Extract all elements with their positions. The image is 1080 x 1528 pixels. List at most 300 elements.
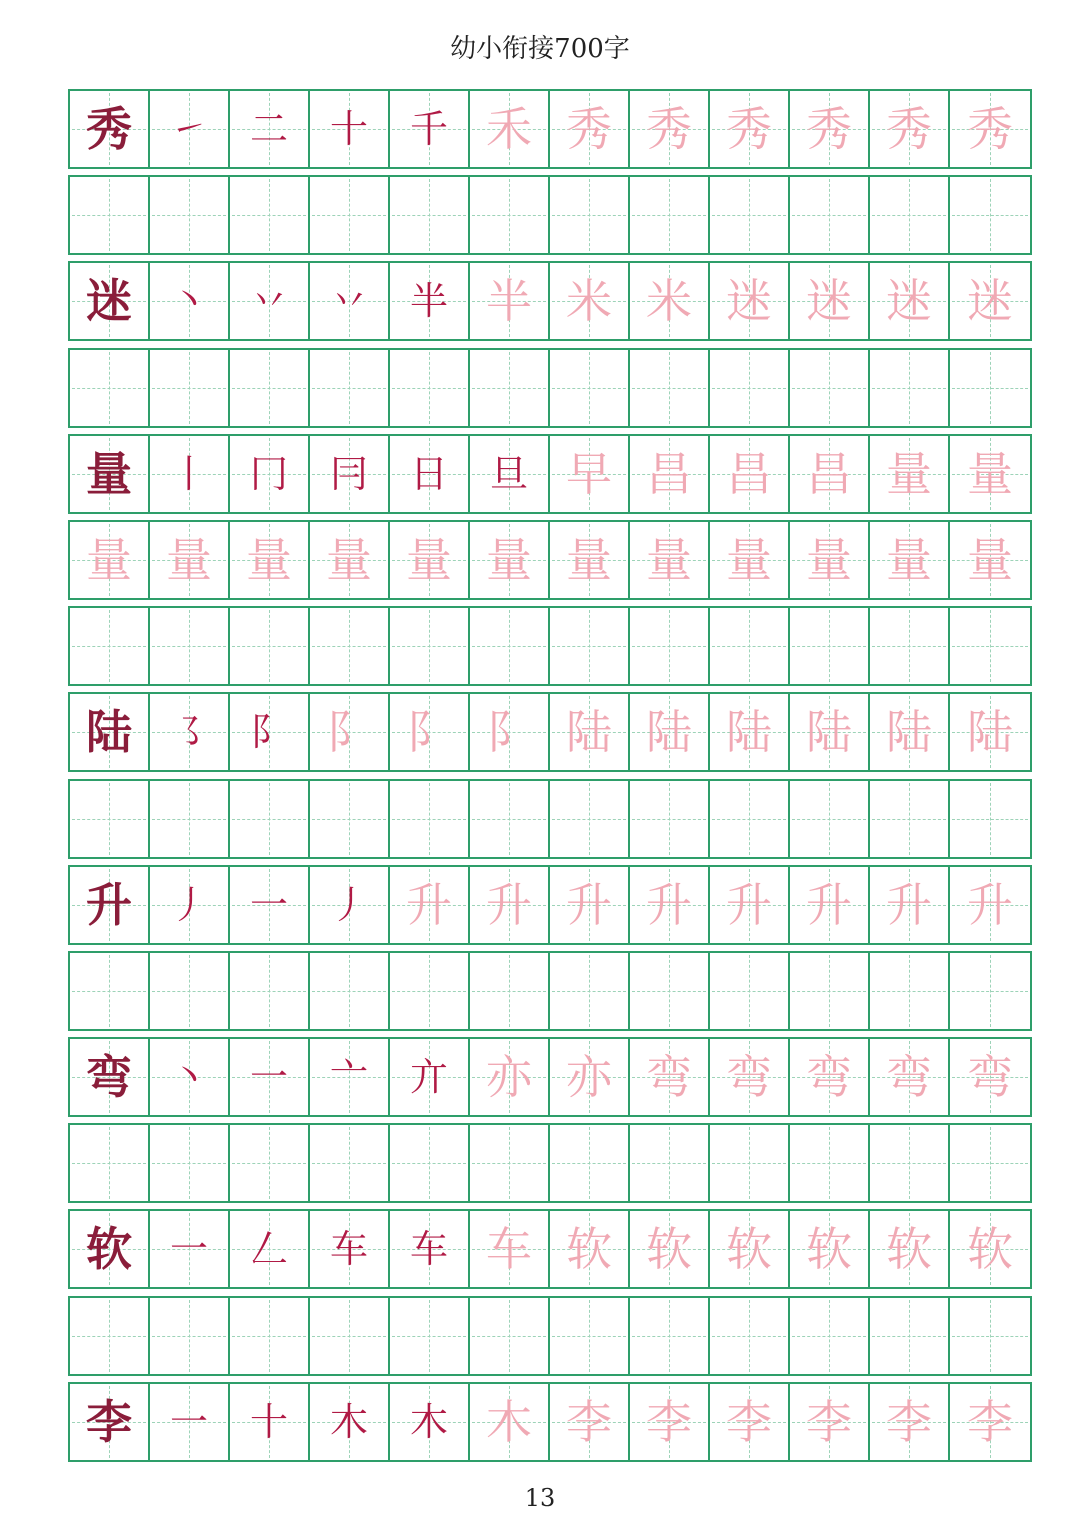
trace-character: 迷 xyxy=(967,274,1013,329)
grid-cell[interactable] xyxy=(950,867,1030,943)
grid-cell[interactable] xyxy=(550,694,630,770)
grid-cell[interactable] xyxy=(470,867,550,943)
grid-cell[interactable] xyxy=(70,1384,150,1460)
grid-cell[interactable] xyxy=(630,350,710,426)
grid-cell[interactable] xyxy=(230,608,310,684)
grid-cell[interactable] xyxy=(470,1211,550,1287)
trace-character: 陆 xyxy=(967,705,1013,760)
trace-character: 弯 xyxy=(967,1050,1013,1105)
model-character: 陆 xyxy=(86,705,132,760)
grid-cell[interactable] xyxy=(390,263,470,339)
grid-cell[interactable] xyxy=(630,177,710,253)
grid-cell[interactable] xyxy=(310,177,390,253)
trace-character: 昌 xyxy=(726,446,772,501)
grid-cell[interactable] xyxy=(310,953,390,1029)
grid-cell[interactable] xyxy=(870,1384,950,1460)
grid-cell[interactable] xyxy=(70,1039,150,1115)
grid-cell[interactable] xyxy=(390,177,470,253)
grid-cell[interactable] xyxy=(310,781,390,857)
grid-cell[interactable] xyxy=(710,1384,790,1460)
trace-character: 亦 xyxy=(486,1050,532,1105)
grid-cell[interactable] xyxy=(230,522,310,598)
grid-cell[interactable] xyxy=(950,522,1030,598)
grid-cell[interactable] xyxy=(950,1298,1030,1374)
grid-cell[interactable] xyxy=(630,608,710,684)
grid-cell[interactable] xyxy=(150,1211,230,1287)
trace-character: 量 xyxy=(326,532,372,587)
model-character: 量 xyxy=(86,446,132,501)
grid-cell[interactable] xyxy=(150,177,230,253)
trace-character: 弯 xyxy=(646,1050,692,1105)
grid-cell[interactable] xyxy=(470,1125,550,1201)
grid-cell[interactable] xyxy=(550,1125,630,1201)
grid-cell[interactable] xyxy=(390,1384,470,1460)
stroke-order-row xyxy=(68,1037,1032,1117)
stroke-step-glyph: ㇀ xyxy=(169,107,208,151)
grid-cell[interactable] xyxy=(630,781,710,857)
grid-cell[interactable] xyxy=(710,1039,790,1115)
grid-cell[interactable] xyxy=(630,867,710,943)
grid-cell[interactable] xyxy=(950,436,1030,512)
grid-cell[interactable] xyxy=(630,1039,710,1115)
stroke-step-glyph: 二 xyxy=(249,107,288,151)
grid-cell[interactable] xyxy=(630,1211,710,1287)
grid-cell[interactable] xyxy=(870,436,950,512)
grid-cell[interactable] xyxy=(70,436,150,512)
grid-cell[interactable] xyxy=(230,953,310,1029)
grid-cell[interactable] xyxy=(550,177,630,253)
trace-character: 半 xyxy=(486,274,532,329)
page-number: 13 xyxy=(524,1484,556,1512)
stroke-step-glyph: 一 xyxy=(249,882,288,927)
grid-cell[interactable] xyxy=(390,608,470,684)
trace-character: 陆 xyxy=(806,705,852,760)
trace-character: 秀 xyxy=(886,102,932,156)
grid-cell[interactable] xyxy=(710,436,790,512)
grid-cell[interactable] xyxy=(70,91,150,167)
grid-cell[interactable] xyxy=(230,350,310,426)
grid-cell[interactable] xyxy=(70,867,150,943)
grid-cell[interactable] xyxy=(790,1298,870,1374)
grid-cell[interactable] xyxy=(550,436,630,512)
grid-cell[interactable] xyxy=(390,1125,470,1201)
trace-character: 陆 xyxy=(886,705,932,760)
blank-practice-row xyxy=(68,951,1032,1031)
grid-cell[interactable] xyxy=(550,350,630,426)
trace-character: 量 xyxy=(86,532,132,587)
grid-cell[interactable] xyxy=(710,522,790,598)
grid-cell[interactable] xyxy=(150,781,230,857)
blank-practice-row xyxy=(68,1123,1032,1203)
trace-character: 亦 xyxy=(566,1050,612,1105)
grid-cell[interactable] xyxy=(950,694,1030,770)
stroke-step-glyph: 冂 xyxy=(249,451,288,496)
grid-cell[interactable] xyxy=(710,1125,790,1201)
grid-cell[interactable] xyxy=(550,1298,630,1374)
stroke-order-row xyxy=(68,865,1032,945)
trace-character: 量 xyxy=(886,532,932,587)
trace-character: 早 xyxy=(566,446,612,501)
grid-cell[interactable] xyxy=(310,608,390,684)
stroke-step-glyph: 丿 xyxy=(329,882,368,927)
grid-cell[interactable] xyxy=(790,263,870,339)
grid-cell[interactable] xyxy=(230,781,310,857)
grid-cell[interactable] xyxy=(790,694,870,770)
grid-cell[interactable] xyxy=(310,1039,390,1115)
grid-cell[interactable] xyxy=(70,522,150,598)
grid-cell[interactable] xyxy=(230,91,310,167)
grid-cell[interactable] xyxy=(390,91,470,167)
trace-row xyxy=(68,520,1032,600)
grid-cell[interactable] xyxy=(230,263,310,339)
grid-cell[interactable] xyxy=(630,953,710,1029)
grid-cell[interactable] xyxy=(70,608,150,684)
grid-cell[interactable] xyxy=(390,350,470,426)
trace-character: 李 xyxy=(726,1394,772,1449)
grid-cell[interactable] xyxy=(870,694,950,770)
trace-character: 量 xyxy=(967,532,1013,587)
grid-cell[interactable] xyxy=(550,1384,630,1460)
grid-cell[interactable] xyxy=(150,694,230,770)
grid-cell[interactable] xyxy=(550,608,630,684)
grid-cell[interactable] xyxy=(790,91,870,167)
practice-grid xyxy=(68,89,1032,1468)
grid-cell[interactable] xyxy=(310,1125,390,1201)
trace-character: 升 xyxy=(566,877,612,932)
stroke-step-glyph: ㇌ xyxy=(169,710,208,755)
grid-cell[interactable] xyxy=(150,1039,230,1115)
trace-character: 软 xyxy=(566,1222,612,1277)
grid-cell[interactable] xyxy=(710,608,790,684)
grid-cell[interactable] xyxy=(70,1298,150,1374)
trace-character: 量 xyxy=(406,532,452,587)
grid-cell[interactable] xyxy=(790,608,870,684)
trace-character: 秀 xyxy=(566,102,612,156)
blank-practice-row xyxy=(68,348,1032,428)
grid-cell[interactable] xyxy=(950,1039,1030,1115)
grid-cell[interactable] xyxy=(870,1211,950,1287)
grid-cell[interactable] xyxy=(870,1125,950,1201)
grid-cell[interactable] xyxy=(550,781,630,857)
grid-cell[interactable] xyxy=(310,694,390,770)
grid-cell[interactable] xyxy=(870,953,950,1029)
trace-character: 量 xyxy=(166,532,212,587)
trace-character: 陆 xyxy=(566,705,612,760)
grid-cell[interactable] xyxy=(230,694,310,770)
grid-cell[interactable] xyxy=(390,781,470,857)
grid-cell[interactable] xyxy=(550,953,630,1029)
stroke-step-glyph: 日 xyxy=(409,451,448,496)
stroke-step-glyph: 丷 xyxy=(329,279,368,324)
trace-character: 量 xyxy=(726,532,772,587)
grid-cell[interactable] xyxy=(950,91,1030,167)
grid-cell[interactable] xyxy=(710,867,790,943)
stroke-step-glyph: 车 xyxy=(409,1227,448,1272)
grid-cell[interactable] xyxy=(870,781,950,857)
grid-cell[interactable] xyxy=(950,781,1030,857)
grid-cell[interactable] xyxy=(870,263,950,339)
stroke-step-glyph: 半 xyxy=(409,279,448,324)
blank-practice-row xyxy=(68,1296,1032,1376)
grid-cell[interactable] xyxy=(310,436,390,512)
grid-cell[interactable] xyxy=(470,694,550,770)
grid-cell[interactable] xyxy=(630,263,710,339)
grid-cell[interactable] xyxy=(390,694,470,770)
grid-cell[interactable] xyxy=(710,1211,790,1287)
grid-cell[interactable] xyxy=(870,1039,950,1115)
grid-cell[interactable] xyxy=(790,867,870,943)
grid-cell[interactable] xyxy=(390,522,470,598)
trace-character: 软 xyxy=(967,1222,1013,1277)
grid-cell[interactable] xyxy=(470,436,550,512)
grid-cell[interactable] xyxy=(230,1125,310,1201)
trace-character: 车 xyxy=(486,1222,532,1277)
grid-cell[interactable] xyxy=(790,1211,870,1287)
grid-cell[interactable] xyxy=(710,350,790,426)
trace-character: 量 xyxy=(886,446,932,501)
trace-character: 木 xyxy=(486,1394,532,1449)
grid-cell[interactable] xyxy=(390,1039,470,1115)
grid-cell[interactable] xyxy=(150,1384,230,1460)
grid-cell[interactable] xyxy=(470,263,550,339)
grid-cell[interactable] xyxy=(630,1384,710,1460)
trace-character: 陆 xyxy=(726,705,772,760)
stroke-step-glyph: 十 xyxy=(249,1399,288,1444)
stroke-step-glyph: 丶 xyxy=(169,279,208,324)
model-character: 秀 xyxy=(86,102,132,156)
grid-cell[interactable] xyxy=(470,522,550,598)
grid-cell[interactable] xyxy=(150,522,230,598)
grid-cell[interactable] xyxy=(870,608,950,684)
grid-cell[interactable] xyxy=(710,263,790,339)
trace-character: 弯 xyxy=(886,1050,932,1105)
stroke-step-glyph: 千 xyxy=(409,107,448,151)
grid-cell[interactable] xyxy=(310,867,390,943)
trace-character: 秀 xyxy=(806,102,852,156)
trace-character: 迷 xyxy=(886,274,932,329)
trace-character: 弯 xyxy=(806,1050,852,1105)
grid-cell[interactable] xyxy=(390,1298,470,1374)
model-character: 升 xyxy=(86,877,132,932)
grid-cell[interactable] xyxy=(70,781,150,857)
grid-cell[interactable] xyxy=(70,1211,150,1287)
grid-cell[interactable] xyxy=(870,350,950,426)
grid-cell[interactable] xyxy=(870,522,950,598)
grid-cell[interactable] xyxy=(470,177,550,253)
trace-character: 升 xyxy=(486,877,532,932)
grid-cell[interactable] xyxy=(230,1384,310,1460)
stroke-step-glyph: 丶 xyxy=(169,1055,208,1100)
stroke-order-row xyxy=(68,261,1032,341)
trace-character: 软 xyxy=(806,1222,852,1277)
trace-character: 升 xyxy=(726,877,772,932)
page-title: 幼小衔接700字 xyxy=(450,34,630,64)
grid-cell[interactable] xyxy=(150,608,230,684)
grid-cell[interactable] xyxy=(310,522,390,598)
grid-cell[interactable] xyxy=(950,1384,1030,1460)
grid-cell[interactable] xyxy=(630,1298,710,1374)
grid-cell[interactable] xyxy=(150,1298,230,1374)
stroke-step-glyph: 丨 xyxy=(169,451,208,496)
stroke-order-row xyxy=(68,1382,1032,1462)
stroke-step-glyph: 木 xyxy=(329,1399,368,1444)
blank-practice-row xyxy=(68,175,1032,255)
grid-cell[interactable] xyxy=(710,781,790,857)
trace-character: 李 xyxy=(967,1394,1013,1449)
grid-cell[interactable] xyxy=(230,1298,310,1374)
grid-cell[interactable] xyxy=(230,177,310,253)
grid-cell[interactable] xyxy=(950,350,1030,426)
trace-character: 李 xyxy=(646,1394,692,1449)
blank-practice-row xyxy=(68,779,1032,859)
grid-cell[interactable] xyxy=(710,694,790,770)
stroke-order-row xyxy=(68,692,1032,772)
grid-cell[interactable] xyxy=(230,1211,310,1287)
grid-cell[interactable] xyxy=(630,694,710,770)
grid-cell[interactable] xyxy=(630,522,710,598)
model-character: 迷 xyxy=(86,274,132,329)
trace-character: 阝 xyxy=(326,705,372,760)
grid-cell[interactable] xyxy=(150,1125,230,1201)
grid-cell[interactable] xyxy=(790,177,870,253)
grid-cell[interactable] xyxy=(470,1384,550,1460)
grid-cell[interactable] xyxy=(70,263,150,339)
trace-character: 李 xyxy=(806,1394,852,1449)
stroke-step-glyph: 十 xyxy=(329,107,368,151)
trace-character: 升 xyxy=(406,877,452,932)
grid-cell[interactable] xyxy=(870,177,950,253)
grid-cell[interactable] xyxy=(630,1125,710,1201)
grid-cell[interactable] xyxy=(390,867,470,943)
grid-cell[interactable] xyxy=(470,1039,550,1115)
grid-cell[interactable] xyxy=(950,608,1030,684)
grid-cell[interactable] xyxy=(230,867,310,943)
grid-cell[interactable] xyxy=(310,1384,390,1460)
grid-cell[interactable] xyxy=(630,91,710,167)
grid-cell[interactable] xyxy=(950,1125,1030,1201)
trace-character: 升 xyxy=(886,877,932,932)
stroke-step-glyph: 丿 xyxy=(169,882,208,927)
grid-cell[interactable] xyxy=(870,1298,950,1374)
stroke-step-glyph: 𠃋 xyxy=(249,1227,288,1272)
grid-cell[interactable] xyxy=(790,953,870,1029)
trace-character: 软 xyxy=(886,1222,932,1277)
grid-cell[interactable] xyxy=(470,1298,550,1374)
stroke-step-glyph: 旦 xyxy=(489,451,528,496)
grid-cell[interactable] xyxy=(470,608,550,684)
model-character: 软 xyxy=(86,1222,132,1277)
grid-cell[interactable] xyxy=(390,436,470,512)
grid-cell[interactable] xyxy=(70,350,150,426)
trace-character: 量 xyxy=(806,532,852,587)
trace-character: 李 xyxy=(566,1394,612,1449)
grid-cell[interactable] xyxy=(470,350,550,426)
grid-cell[interactable] xyxy=(70,953,150,1029)
stroke-order-row xyxy=(68,1209,1032,1289)
grid-cell[interactable] xyxy=(790,781,870,857)
grid-cell[interactable] xyxy=(870,91,950,167)
grid-cell[interactable] xyxy=(470,91,550,167)
grid-cell[interactable] xyxy=(470,953,550,1029)
trace-character: 李 xyxy=(886,1394,932,1449)
grid-cell[interactable] xyxy=(150,953,230,1029)
grid-cell[interactable] xyxy=(950,953,1030,1029)
stroke-step-glyph: 木 xyxy=(409,1399,448,1444)
stroke-step-glyph: 亠 xyxy=(329,1055,368,1100)
grid-cell[interactable] xyxy=(470,781,550,857)
trace-character: 昌 xyxy=(646,446,692,501)
grid-cell[interactable] xyxy=(950,263,1030,339)
grid-cell[interactable] xyxy=(550,91,630,167)
trace-character: 升 xyxy=(806,877,852,932)
trace-character: 量 xyxy=(967,446,1013,501)
trace-character: 秀 xyxy=(646,102,692,156)
grid-cell[interactable] xyxy=(230,1039,310,1115)
grid-cell[interactable] xyxy=(550,1039,630,1115)
grid-cell[interactable] xyxy=(710,953,790,1029)
grid-cell[interactable] xyxy=(150,91,230,167)
grid-cell[interactable] xyxy=(550,522,630,598)
trace-character: 禾 xyxy=(486,102,532,156)
grid-cell[interactable] xyxy=(710,1298,790,1374)
model-character: 李 xyxy=(86,1394,132,1449)
grid-cell[interactable] xyxy=(710,177,790,253)
grid-cell[interactable] xyxy=(310,1298,390,1374)
grid-cell[interactable] xyxy=(790,436,870,512)
grid-cell[interactable] xyxy=(70,694,150,770)
grid-cell[interactable] xyxy=(150,867,230,943)
trace-character: 陆 xyxy=(646,705,692,760)
grid-cell[interactable] xyxy=(310,350,390,426)
grid-cell[interactable] xyxy=(790,1384,870,1460)
blank-practice-row xyxy=(68,606,1032,686)
grid-cell[interactable] xyxy=(870,867,950,943)
trace-character: 量 xyxy=(566,532,612,587)
trace-character: 软 xyxy=(646,1222,692,1277)
trace-character: 米 xyxy=(646,274,692,329)
grid-cell[interactable] xyxy=(310,1211,390,1287)
grid-cell[interactable] xyxy=(790,522,870,598)
grid-cell[interactable] xyxy=(150,350,230,426)
grid-cell[interactable] xyxy=(150,263,230,339)
grid-cell[interactable] xyxy=(70,177,150,253)
grid-cell[interactable] xyxy=(790,1125,870,1201)
grid-cell[interactable] xyxy=(790,1039,870,1115)
stroke-step-glyph: 冃 xyxy=(329,451,368,496)
grid-cell[interactable] xyxy=(710,91,790,167)
grid-cell[interactable] xyxy=(550,1211,630,1287)
grid-cell[interactable] xyxy=(950,1211,1030,1287)
grid-cell[interactable] xyxy=(790,350,870,426)
trace-character: 阝 xyxy=(406,705,452,760)
grid-cell[interactable] xyxy=(630,436,710,512)
trace-character: 昌 xyxy=(806,446,852,501)
grid-cell[interactable] xyxy=(550,867,630,943)
grid-cell[interactable] xyxy=(310,91,390,167)
trace-character: 迷 xyxy=(806,274,852,329)
grid-cell[interactable] xyxy=(70,1125,150,1201)
trace-character: 迷 xyxy=(726,274,772,329)
grid-cell[interactable] xyxy=(310,263,390,339)
grid-cell[interactable] xyxy=(950,177,1030,253)
grid-cell[interactable] xyxy=(390,953,470,1029)
grid-cell[interactable] xyxy=(230,436,310,512)
grid-cell[interactable] xyxy=(390,1211,470,1287)
grid-cell[interactable] xyxy=(550,263,630,339)
stroke-step-glyph: 一 xyxy=(249,1055,288,1100)
stroke-step-glyph: 车 xyxy=(329,1227,368,1272)
grid-cell[interactable] xyxy=(150,436,230,512)
